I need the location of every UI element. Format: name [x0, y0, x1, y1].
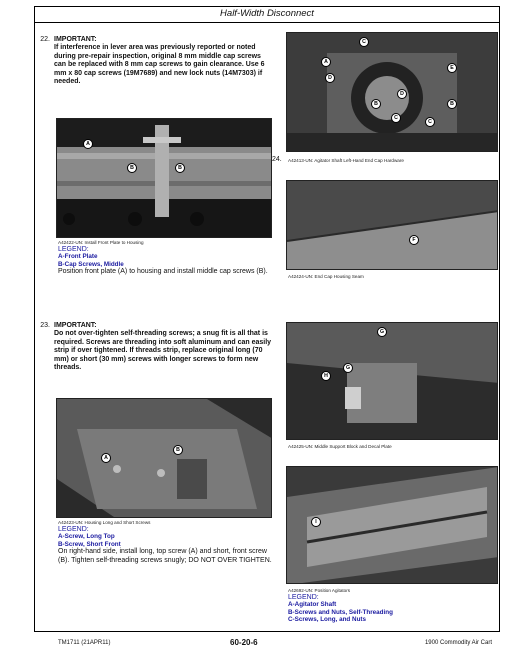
legend-item: B-Screws and Nuts, Self-Threading [288, 608, 393, 616]
page-header [34, 6, 500, 23]
legend-agitators [288, 594, 498, 624]
photo-housing-screws-image [57, 399, 272, 518]
callout-d: D [325, 73, 335, 83]
photo-housing-screws [56, 398, 272, 518]
photo-end-cap-hardware [286, 32, 498, 152]
photo-support-block-image [287, 323, 498, 440]
legend-title: LEGEND: [288, 594, 319, 601]
figure-caption: A42424-UN: End Cap Housing Seam [288, 274, 364, 279]
callout-g: G [343, 363, 353, 373]
important-text: Do not over-tighten self-threading screws; a snug fit is all that is required. Screws are threading into soft aluminum and can easily strip if over tightened. If threads strip, replace original long (70 mm) or short (30 mm) screws with longer screws to form new threads. [54, 330, 272, 372]
figure-caption: A42425-UN: Middle Support Block and Decal Plate [288, 444, 392, 449]
callout-b: B [447, 99, 457, 109]
step-number: 22. [40, 36, 50, 43]
important-text: If interference in lever area was previously reported or noted during pre-repair inspection, original 8 mm middle cap screws can be replaced with 8 mm cap screws to gain clearance. Use 6 mm x 80 cap screws (19M7689) and new lock nuts (14M7303) if needed. [54, 44, 265, 86]
callout-a: A [101, 453, 111, 463]
callout-c: C [391, 113, 401, 123]
figure-caption: A42413-UN: Agitator Shaft Left-Hand End Cap Hardware [288, 158, 404, 163]
footer-page-number: 60-20-6 [230, 638, 258, 647]
legend-title: LEGEND: [58, 246, 89, 253]
legend-title: LEGEND: [58, 526, 89, 533]
step-description: Position front plate (A) to housing and install middle cap screws (B). [58, 268, 268, 276]
photo-end-cap-seam [286, 180, 498, 270]
step-body [54, 36, 272, 86]
footer-product: 1900 Commodity Air Cart [424, 640, 492, 646]
figure-caption: A42692-UN: Position Agitators [288, 588, 351, 593]
left-column [36, 36, 272, 86]
important-label: IMPORTANT: [54, 36, 97, 43]
callout-a: A [83, 139, 93, 149]
step-22 [36, 36, 272, 86]
callout-a: A [321, 57, 331, 67]
legend-item: B-Screw, Short Front [58, 540, 121, 548]
step-body [54, 322, 272, 372]
legend-item: A-Agitator Shaft [288, 601, 337, 608]
legend-item: B-Cap Screws, Middle [58, 260, 124, 268]
legend-item: C-Screws, Long, and Nuts [288, 616, 367, 624]
callout-e: E [447, 63, 457, 73]
step-description: On right-hand side, install long, top screw (A) and short, front screw (B). Tighten self-threading screws snugly; DO NOT OVER TIGHTEN. [58, 548, 272, 564]
callout-c: C [425, 117, 435, 127]
step-number: 23. [40, 322, 50, 329]
figure-caption: A42423-UN: Housing Long and Short Screws [58, 520, 151, 525]
photo-front-plate [56, 118, 272, 238]
footer-doc-id: TM1711 (21APR11) [58, 640, 111, 646]
photo-support-block [286, 322, 498, 440]
callout-b: B [127, 163, 137, 173]
photo-front-plate-image [57, 119, 272, 238]
callout-d: D [397, 89, 407, 99]
step-23 [36, 322, 272, 372]
legend-front-plate [58, 246, 272, 277]
callout-b: B [173, 445, 183, 455]
page-title: Half-Width Disconnect [220, 8, 314, 19]
callout-b: B [371, 99, 381, 109]
page-footer [34, 632, 500, 652]
callout-b: B [175, 163, 185, 173]
callout-g: G [377, 327, 387, 337]
figure-caption: A42422-UN: Install Front Plate to Housing [58, 240, 144, 245]
photo-agitators [286, 466, 498, 584]
callout-f: F [409, 235, 419, 245]
step-24-number: 24. [272, 156, 282, 163]
callout-h: H [321, 371, 331, 381]
callout-i: I [311, 517, 321, 527]
photo-end-cap-hardware-image [287, 33, 498, 152]
photo-end-cap-seam-image [287, 181, 498, 270]
legend-housing-screws [58, 526, 272, 565]
callout-c: C [359, 37, 369, 47]
legend-item: A-Screw, Long Top [58, 533, 115, 540]
legend-item: A-Front Plate [58, 253, 98, 260]
important-label: IMPORTANT: [54, 322, 97, 329]
